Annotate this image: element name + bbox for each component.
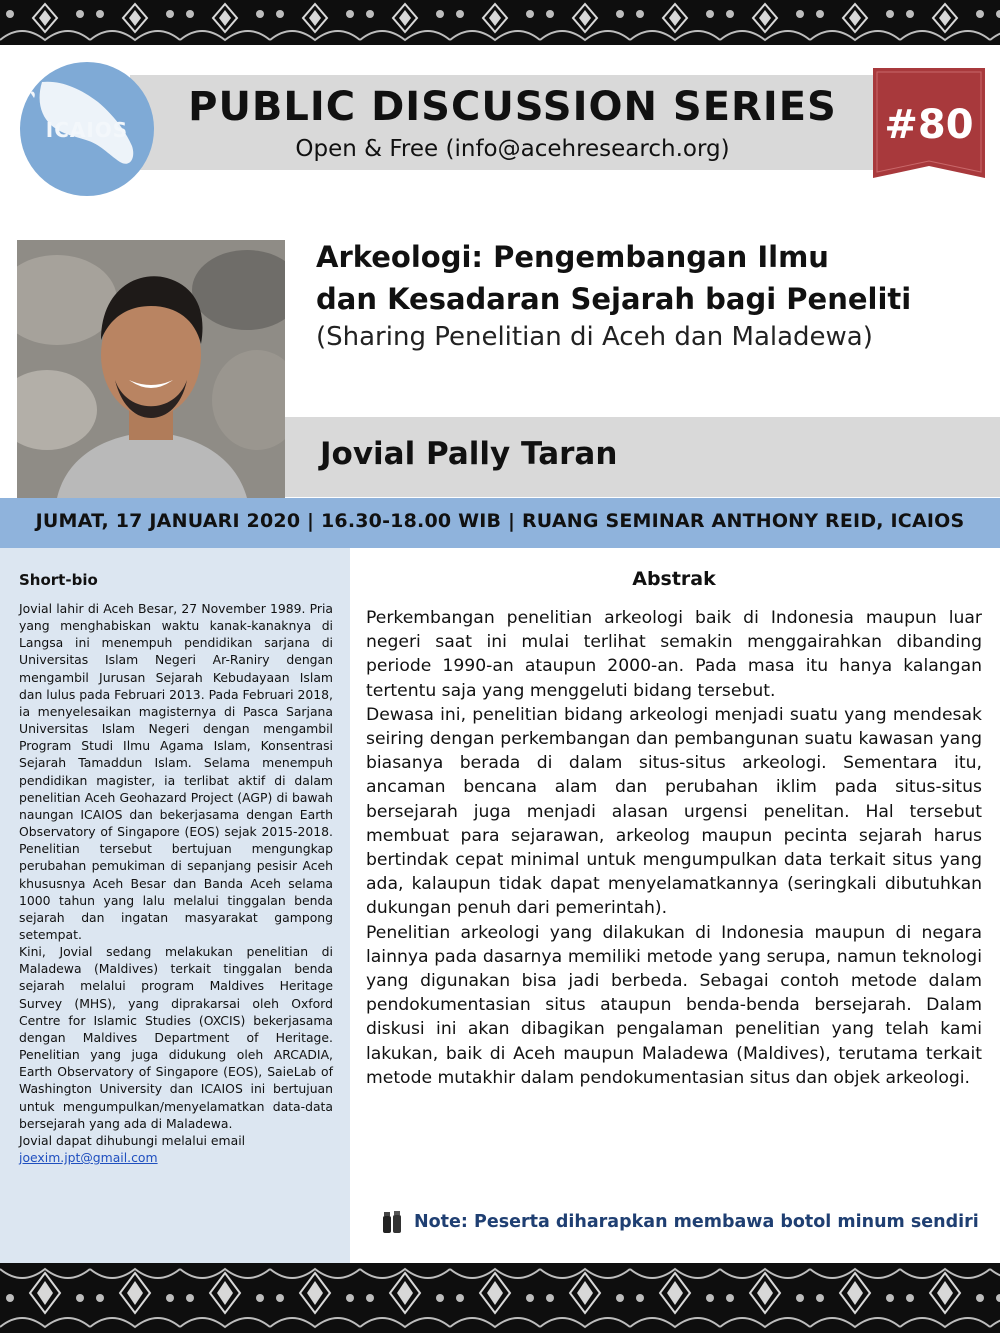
series-number: #80	[884, 102, 974, 148]
logo-text: ICAIOS	[45, 118, 129, 142]
top-ornament-band	[0, 0, 1000, 45]
bio-heading: Short-bio	[19, 571, 98, 589]
bio-body	[19, 600, 333, 1166]
speaker-portrait	[17, 240, 285, 498]
series-title: PUBLIC DISCUSSION SERIES	[188, 84, 837, 130]
bio-paragraph-1: Jovial lahir di Aceh Besar, 27 November 1989. Pria yang menghabiskan waktu kanak-kanaknya di Langsa ini menempuh pendidikan sarjana di Universitas Islam Negeri Ar-Raniry dengan mengambil Jurusan Sejarah Kebudayaan Islam dan lulus pada Februari 2013. Pada Februari 2018, ia menyelesaikan magisternya di Pasca Sarjana Universitas Islam Negeri dengan mengambil Program Studi Ilmu Agama Islam, Konsentrasi Sejarah Tamaddun Islam. Selama menempuh pendidikan magister, ia terlibat aktif di dalam penelitian Aceh Geohazard Project (AGP) di bawah naungan ICAIOS dan bekerjasama dengan Earth Observatory of Singapore (EOS) sejak 2015-2018. Penelitian tersebut bertujuan mengungkap perubahan pemukiman di sepanjang pesisir Aceh khususnya Aceh Besar dan Banda Aceh selama 1000 tahun yang lalu melalui tinggalan benda sejarah dan ingatan masyarakat gampong setempat.	[19, 601, 333, 942]
bio-paragraph-2: Kini, Jovial sedang melakukan penelitian di Maladewa (Maldives) terkait tinggalan benda sejarah melalui program Maldives Heritage Survey (MHS), yang diprakarsai oleh Oxford Centre for Islamic Studies (OXCIS) bekerjasama dengan Maldives Department of Heritage. Penelitian yang juga didukung oleh ARCADIA, Earth Observatory of Singapore (EOS), SaieLab of Washington University dan ICAIOS ini bertujuan untuk mengumpulkan/menyelamatkan data-data bersejarah yang ada di Maladewa.	[19, 944, 333, 1131]
bio-paragraph-3: Jovial dapat dihubungi melalui email	[19, 1132, 246, 1148]
talk-title-line2: dan Kesadaran Sejarah bagi Peneliti	[316, 282, 912, 316]
bio-email-link[interactable]: joexim.jpt@gmail.com	[19, 1150, 158, 1165]
note	[380, 1210, 979, 1234]
event-details: JUMAT, 17 JANUARI 2020 | 16.30-18.00 WIB | RUANG SEMINAR ANTHONY REID, ICAIOS	[35, 510, 965, 532]
ornament-pattern	[0, 0, 1000, 45]
ornament-pattern-bottom	[0, 1263, 1000, 1333]
series-subtitle: Open & Free (info@acehresearch.org)	[295, 136, 730, 162]
icaios-logo	[20, 62, 154, 196]
speaker-name: Jovial Pally Taran	[320, 436, 618, 472]
abstract-body	[366, 606, 982, 1090]
note-text: Note: Peserta diharapkan membawa botol minum sendiri	[414, 1212, 979, 1232]
abstract-paragraph-1: Perkembangan penelitian arkeologi baik di Indonesia maupun luar negeri saat ini mulai terlihat semakin menggairahkan dibanding periode 1990-an ataupun 2000-an. Pada masa itu hanya kalangan tertentu saja yang menggeluti bidang tersebut.	[366, 608, 982, 701]
speaker-photo	[17, 240, 285, 498]
water-bottle-icon	[380, 1210, 404, 1234]
talk-title-line1: Arkeologi: Pengembangan Ilmu	[316, 240, 829, 274]
abstract-heading: Abstrak	[632, 568, 716, 590]
talk-title	[316, 236, 986, 320]
bottom-ornament-band	[0, 1263, 1000, 1333]
abstract-paragraph-2: Dewasa ini, penelitian bidang arkeologi menjadi suatu yang mendesak seiring dengan perkembangan dan pembangunan suatu kawasan yang biasanya berada di dalam situs-situs arkeologi. Sementara itu, ancaman bencana alam dan perubahan iklim pada situs-situs bersejarah juga menjadi alasan urgensi penelitan. Hal tersebut membuat para sejarawan, arkeolog maupun pecinta sejarah harus bertindak cepat minimal untuk mengumpulkan data terkait situs yang ada, kalaupun tidak dapat menyelamatkannya (seringkali dibutuhkan dukungan penuh dari pemerintah).	[366, 704, 982, 919]
abstract-paragraph-3: Penelitian arkeologi yang dilakukan di Indonesia maupun di negara lainnya pada dasarnya memiliki metode yang serupa, namun teknologi yang digunakan bisa jadi berbeda. Sebagai contoh metode dalam pendokumentasian situs ataupun benda-benda bersejarah. Dalam diskusi ini akan dibagikan pengalaman penelitian yang telah kami lakukan, baik di Aceh maupun Maladewa (Maldives), terutama terkait metode mutakhir dalam pendokumentasian situs dan objek arkeologi.	[366, 922, 982, 1088]
talk-subtitle: (Sharing Penelitian di Aceh dan Maladewa)	[316, 322, 873, 352]
